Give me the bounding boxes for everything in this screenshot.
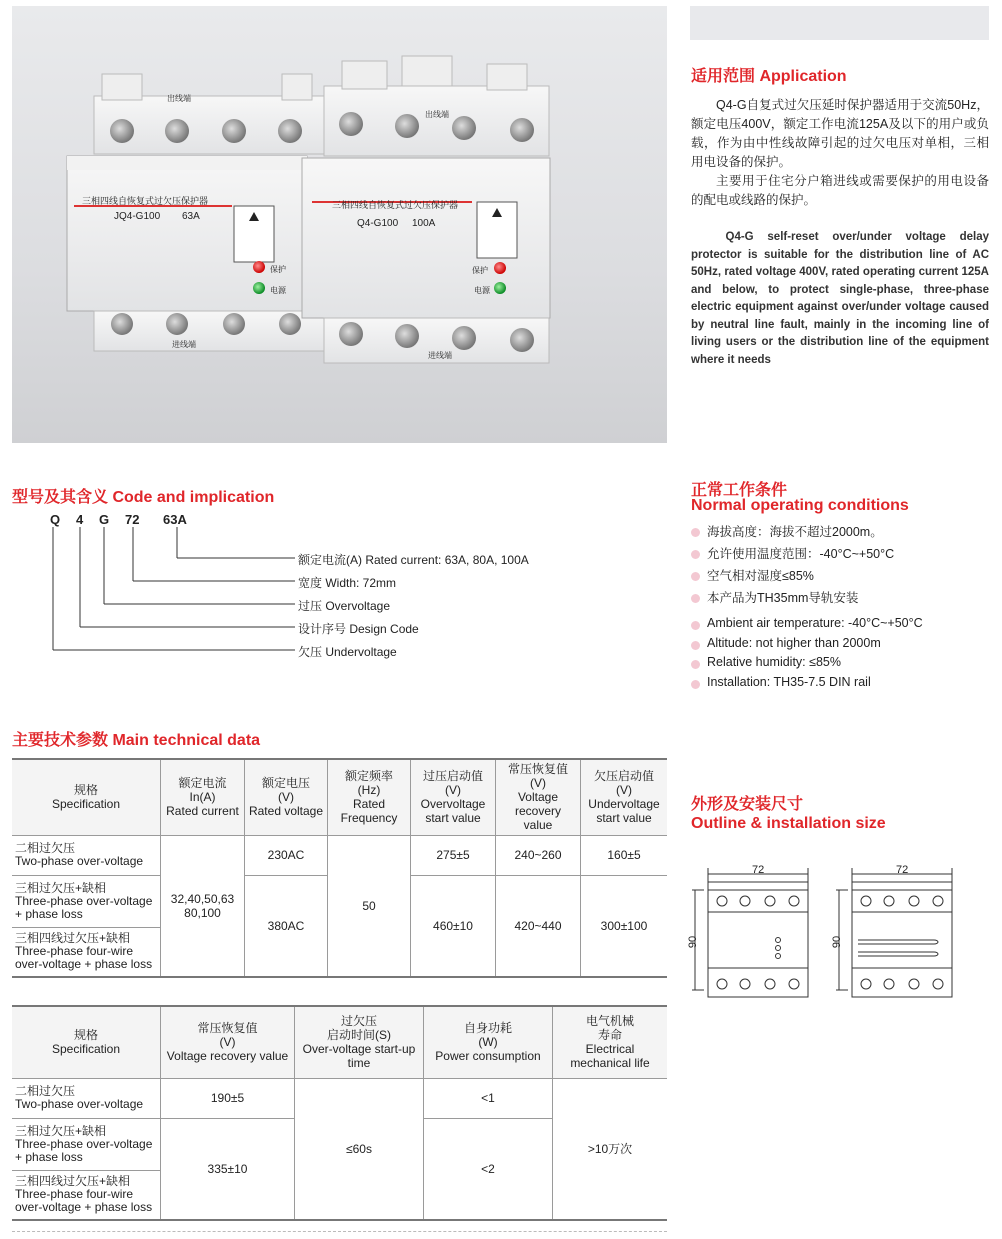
code-part-3: G	[99, 512, 110, 527]
list-item: 本产品为TH35mm导轨安装	[691, 587, 991, 609]
right-device-title: 三相四线自恢复式过欠压保护器	[332, 200, 459, 210]
t1-over-1: 275±5	[411, 835, 496, 875]
list-item: Altitude: not higher than 2000m	[691, 634, 991, 654]
code-part-1: Q	[50, 512, 61, 527]
code-label-undervoltage: 欠压 Undervoltage	[298, 645, 397, 659]
left-lamp-power: 电源	[270, 286, 286, 295]
bottom-divider	[12, 1231, 667, 1232]
conditions-list-en	[691, 614, 991, 692]
t2-time: ≤60s	[295, 1078, 424, 1220]
code-label-overvoltage: 过压 Overvoltage	[298, 599, 391, 613]
t1-under-1: 160±5	[581, 835, 668, 875]
application-title: 适用范围 Application	[691, 68, 847, 85]
code-part-5: 63A	[163, 512, 187, 527]
t1-under-2: 300±100	[581, 875, 668, 977]
right-device-model: Q4-G100	[357, 218, 399, 229]
outline-drawing	[690, 860, 990, 1005]
table-row-label: 三相四线过欠压+缺相 Three-phase four-wire over-voltage + phase loss	[12, 927, 161, 977]
outline-side-width: 72	[896, 864, 909, 876]
t1-over-2: 460±10	[411, 875, 496, 977]
list-item: 空气相对湿度≤85%	[691, 565, 991, 587]
outline-title-cn: 外形及安装尺寸	[691, 796, 804, 813]
product-photo	[12, 6, 667, 443]
t2-rec-2: 335±10	[161, 1118, 295, 1220]
list-item: 允许使用温度范围：-40°C~+50°C	[691, 543, 991, 565]
table-row-label: 三相过欠压+缺相 Three-phase over-voltage + phase loss	[12, 875, 161, 927]
t2-head-spec: 规格 Specification	[12, 1006, 161, 1078]
t1-head-spec: 规格 Specification	[12, 759, 161, 835]
t1-v230: 230AC	[245, 835, 328, 875]
t2-head-life: 电气机械 寿命 Electrical mechanical life	[553, 1006, 668, 1078]
list-item: Ambient air temperature: -40°C~+50°C	[691, 614, 991, 634]
application-cn	[691, 96, 989, 210]
t1-head-voltage: 额定电压 (V) Rated voltage	[245, 759, 328, 835]
t2-head-time: 过欠压 启动时间(S) Over-voltage start-up time	[295, 1006, 424, 1078]
t1-head-recovery: 常压恢复值 (V) Voltage recovery value	[496, 759, 581, 835]
code-diagram	[40, 510, 310, 660]
left-device-model: JQ4-G100	[114, 211, 161, 222]
right-terminal-in: 进线端	[428, 351, 452, 360]
t2-life: >10万次	[553, 1078, 668, 1220]
outline-front-width: 72	[752, 864, 765, 876]
t2-head-power: 自身功耗 (W) Power consumption	[424, 1006, 553, 1078]
t2-rec-1: 190±5	[161, 1078, 295, 1118]
t1-rec-1: 240~260	[496, 835, 581, 875]
code-part-4: 72	[125, 512, 140, 527]
application-en: Q4-G self-reset over/under voltage delay protector is suitable for the distribution line of AC 50Hz, rated voltage 400V, rated operating current 125A and below, to protect single-phase, three-phase electric equipment against over/under voltage caused by neutral line fault, mainly in the incoming line of living users or the distribution line of the equipment where it needs	[691, 231, 989, 366]
right-device-rating: 100A	[412, 218, 436, 229]
outline-front-height: 90	[687, 935, 700, 949]
t1-head-over: 过压启动值 (V) Overvoltage start value	[411, 759, 496, 835]
code-label-design: 设计序号 Design Code	[298, 622, 419, 636]
outline-side-height: 90	[831, 935, 844, 949]
t2-head-recovery: 常压恢复值 (V) Voltage recovery value	[161, 1006, 295, 1078]
left-device-rating: 63A	[182, 211, 200, 222]
main-data-title: 主要技术参数 Main technical data	[12, 732, 261, 749]
t1-freq: 50	[328, 835, 411, 977]
left-terminal-in: 进线端	[172, 340, 196, 349]
application-cn-p1: Q4-G自复式过欠压延时保护器适用于交流50Hz，额定电压400V，额定工作电流125A及以下的用户或负载，作为由中性线故障引起的过欠电压对单相，三相用电设备的保护。	[691, 98, 989, 169]
list-item: Installation: TH35-7.5 DIN rail	[691, 673, 991, 693]
conditions-title-en: Normal operating conditions	[691, 497, 909, 514]
table-row-label: 二相过欠压 Two-phase over-voltage	[12, 1078, 161, 1118]
application-cn-p2: 主要用于住宅分户箱进线或需要保护的用电设备的配电或线路的保护。	[691, 174, 989, 207]
conditions-list-cn	[691, 521, 991, 609]
table-row-label: 二相过欠压 Two-phase over-voltage	[12, 835, 161, 875]
header-bar	[690, 6, 989, 40]
t2-power-2: <2	[424, 1118, 553, 1220]
table-row-label: 三相过欠压+缺相 Three-phase over-voltage + phase loss	[12, 1118, 161, 1170]
t1-rec-2: 420~440	[496, 875, 581, 977]
t1-current: 32,40,50,63 80,100	[161, 835, 245, 977]
left-device-title: 三相四线自恢复式过欠压保护器	[82, 196, 209, 206]
spec-table-1	[12, 758, 667, 978]
right-lamp-protect: 保护	[472, 266, 488, 275]
table-row-label: 三相四线过欠压+缺相 Three-phase four-wire over-voltage + phase loss	[12, 1170, 161, 1220]
t1-v380: 380AC	[245, 875, 328, 977]
code-label-width: 宽度 Width: 72mm	[298, 576, 397, 590]
list-item: 海拔高度：海拔不超过2000m。	[691, 521, 991, 543]
t1-head-current: 额定电流 In(A) Rated current	[161, 759, 245, 835]
t1-head-under: 欠压启动值 (V) Undervoltage start value	[581, 759, 668, 835]
outline-title-en: Outline & installation size	[691, 815, 886, 832]
spec-table-2	[12, 1005, 667, 1221]
conditions-title-cn: 正常工作条件	[691, 482, 788, 499]
left-terminal-out: 出线端	[167, 94, 191, 103]
t1-head-frequency: 额定频率 (Hz) Rated Frequency	[328, 759, 411, 835]
code-label-current: 额定电流(A) Rated current: 63A, 80A, 100A	[298, 553, 529, 567]
right-lamp-power: 电源	[474, 286, 490, 295]
right-terminal-out: 出线端	[425, 110, 449, 119]
t2-power-1: <1	[424, 1078, 553, 1118]
code-part-2: 4	[76, 512, 84, 527]
left-lamp-protect: 保护	[270, 265, 286, 274]
code-title: 型号及其含义 Code and implication	[12, 489, 275, 506]
list-item: Relative humidity: ≤85%	[691, 653, 991, 673]
